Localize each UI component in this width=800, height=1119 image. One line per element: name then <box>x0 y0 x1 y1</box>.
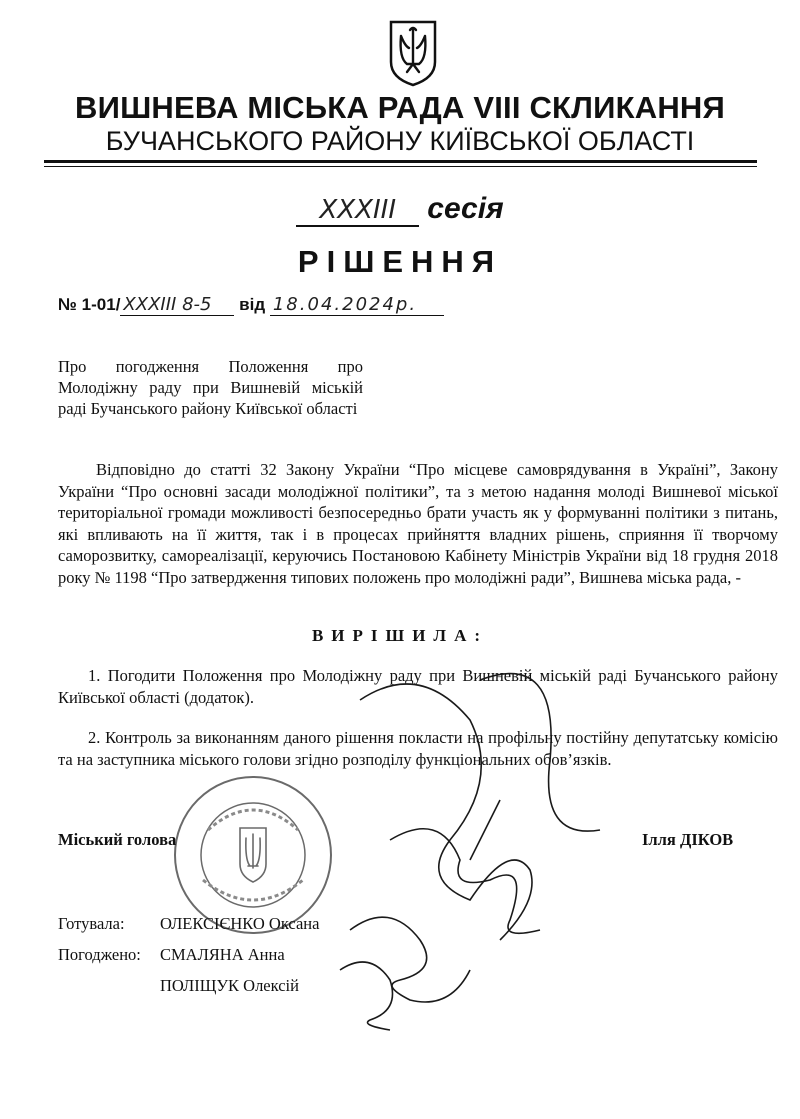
agreed-by-name: СМАЛЯНА Анна <box>160 945 285 964</box>
resolved-heading: ВИРІШИЛА: <box>311 626 489 645</box>
agreed-by-label: Погоджено: <box>58 945 141 964</box>
session-label: сесія <box>427 192 504 225</box>
head-signature-label: Міський голова <box>58 830 177 849</box>
session-number: XXXIII <box>296 195 419 227</box>
council-district: БУЧАНСЬКОГО РАЙОНУ КИЇВСЬКОЇ ОБЛАСТІ <box>105 126 695 156</box>
session-line <box>0 192 800 227</box>
trident-coat-of-arms-icon <box>383 18 443 88</box>
resolution-item: 1. Погодити Положення про Молодіжну раду при Вишневій міській раді Бучанського району Київської області (додаток). <box>58 666 778 707</box>
preamble-paragraph: Відповідно до статті 32 Закону України “Про місцеве самоврядування в Україні”, Закону України “Про основні засади молодіжної політики”, та з метою надання молоді Вишневої міської територіальної громади можливості безпосередньо брати участь як у формуванні політики з питань, які впливають на її життя, так і в процесах прийняття владних рішень, сприяння її творчому саморозвитку, самореалізації, керуючись Постановою Кабінету Міністрів України від 18 грудня 2018 року № 1198 “Про затвердження типових положень про молодіжні ради”, Вишнева міська рада, - <box>58 460 778 587</box>
resolution-item: 2. Контроль за виконанням даного рішення покласти на профільну постійну депутатську комісію та на заступника міського голови згідно розподілу функціональних обов’язків. <box>58 728 778 769</box>
number-prefix: № 1-01/ <box>58 295 121 314</box>
decision-number: XXXIII 8-5 <box>120 294 234 316</box>
prepared-by-label: Готувала: <box>58 914 125 933</box>
council-title: ВИШНЕВА МІСЬКА РАДА VIII СКЛИКАННЯ <box>75 90 725 125</box>
decision-title: РІШЕННЯ <box>297 244 503 279</box>
agreed-by-name: ПОЛІЩУК Олексій <box>160 976 299 995</box>
header-rule-thick <box>44 160 757 163</box>
decision-date: 18.04.2024р. <box>270 294 444 316</box>
header-rule-thin <box>44 166 757 167</box>
date-prefix: від <box>239 295 266 314</box>
decision-number-line <box>58 294 444 316</box>
decision-subject: Про погодження Положення про Молодіжну раду при Вишневій міській раді Бучанського району Київської області <box>58 357 363 418</box>
head-name: Ілля ДІКОВ <box>642 830 734 849</box>
prepared-by-name: ОЛЕКСІЄНКО Оксана <box>160 914 320 933</box>
